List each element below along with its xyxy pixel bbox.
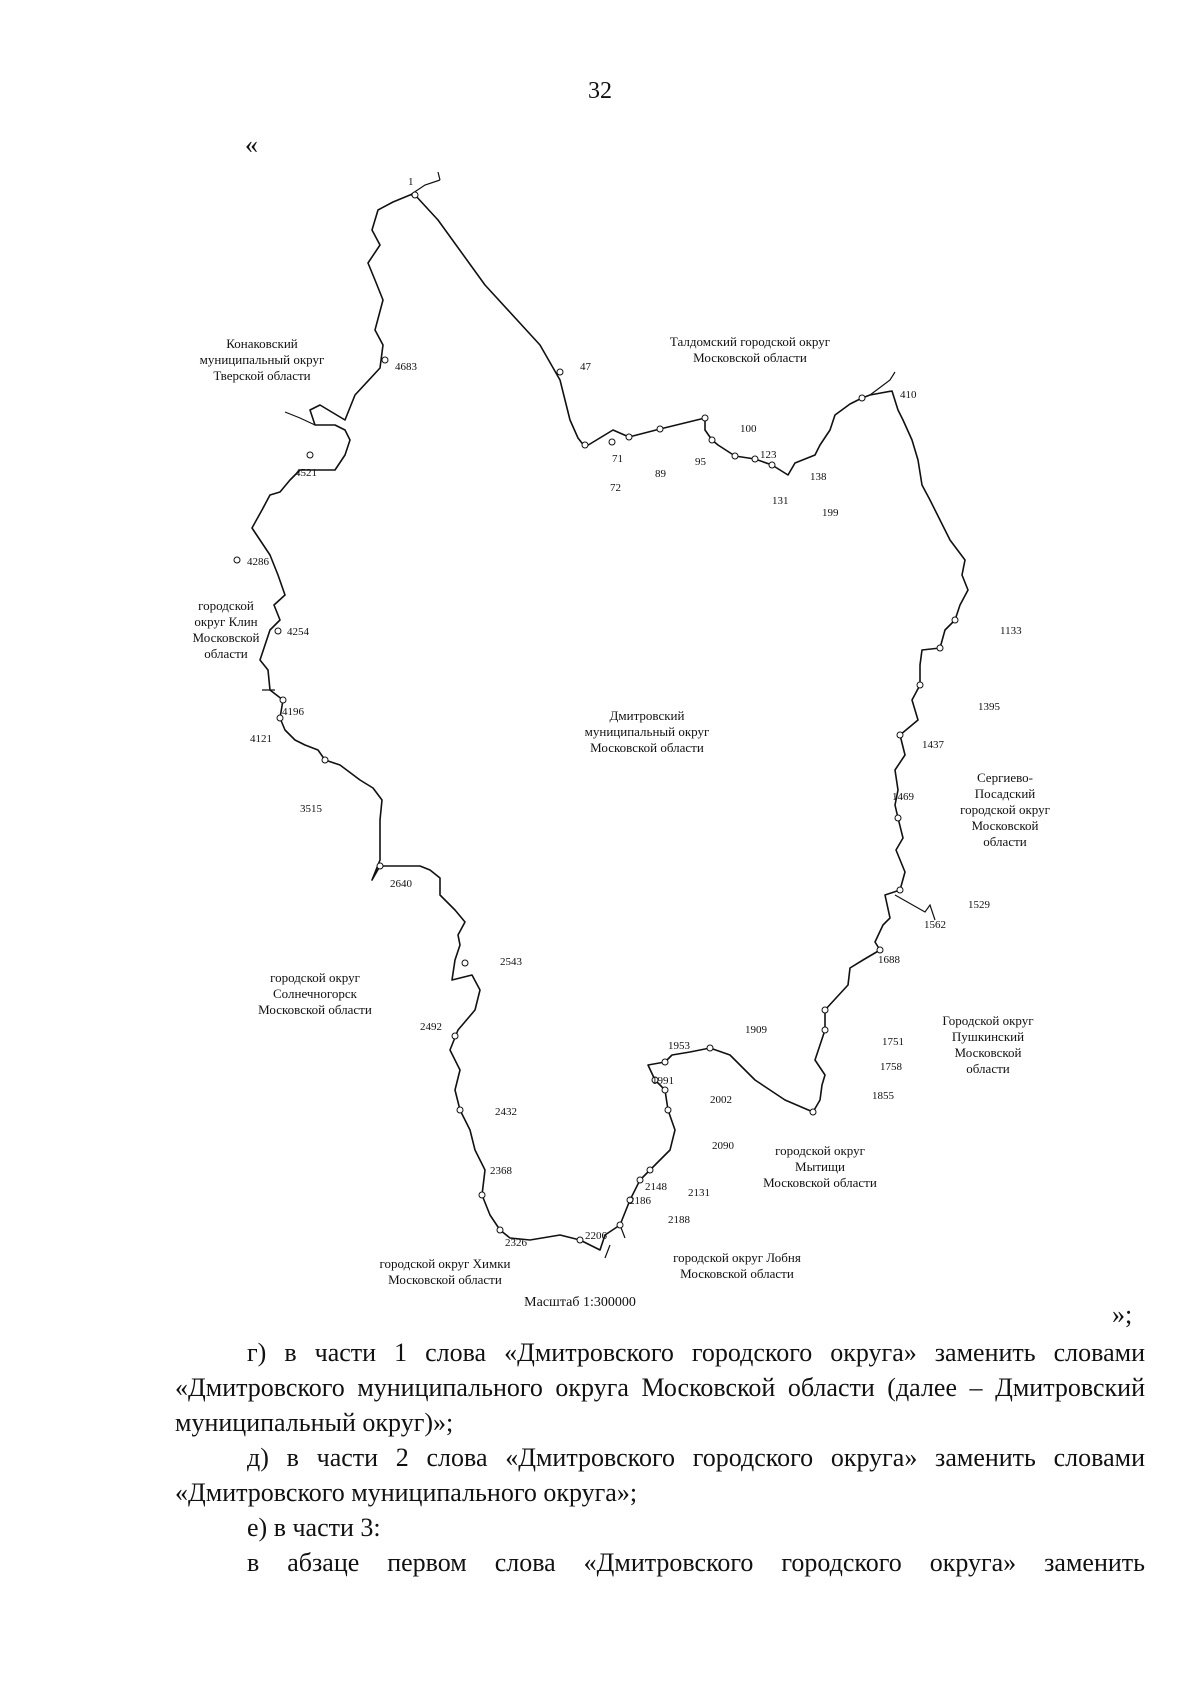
point-label: 47 bbox=[580, 361, 591, 373]
region-dmitrovsky: Дмитровский муниципальный округ Московской области bbox=[584, 708, 710, 755]
point-label: 1395 bbox=[978, 701, 1000, 713]
point-label: 1909 bbox=[745, 1024, 767, 1036]
point-label: 2432 bbox=[495, 1106, 517, 1118]
point-label: 89 bbox=[655, 468, 666, 480]
external-boundary-lines bbox=[262, 172, 935, 1258]
point-label: 1688 bbox=[878, 954, 900, 966]
point-label: 4254 bbox=[287, 626, 309, 638]
page-number: 32 bbox=[588, 78, 612, 104]
point-label: 1469 bbox=[892, 791, 914, 803]
closing-quote: »; bbox=[1112, 1300, 1133, 1329]
point-label: 1562 bbox=[924, 919, 946, 931]
region-konakovsky: Конаковский муниципальный округ Тверской области bbox=[199, 336, 325, 383]
point-label: 2492 bbox=[420, 1021, 442, 1033]
point-label: 199 bbox=[822, 507, 839, 519]
point-label: 2002 bbox=[710, 1094, 732, 1106]
point-label: 4121 bbox=[250, 733, 272, 745]
paragraph-d: д) в части 2 слова «Дмитровского городского округа» заменить словами «Дмитровского муниципального округа»; bbox=[175, 1443, 1145, 1507]
point-label: 1953 bbox=[668, 1040, 690, 1052]
region-klin: городской округ Клин Московской области bbox=[192, 598, 260, 661]
point-label: 4286 bbox=[247, 556, 269, 568]
point-label: 410 bbox=[900, 389, 917, 401]
point-label: 71 bbox=[612, 453, 623, 465]
point-label: 1133 bbox=[1000, 625, 1022, 637]
region-taldomsky: Талдомский городской округ Московской области bbox=[669, 334, 831, 365]
point-label: 1437 bbox=[922, 739, 944, 751]
point-label: 1991 bbox=[652, 1075, 674, 1087]
point-label: 1855 bbox=[872, 1090, 894, 1102]
paragraph-abzac: в абзаце первом слова «Дмитровского городского округа» заменить bbox=[247, 1548, 1145, 1577]
boundary-points bbox=[234, 192, 958, 1243]
region-sergiev-posad: Сергиево-Посадский городской округ Московской области bbox=[960, 770, 1050, 849]
point-label: 123 bbox=[760, 449, 777, 461]
point-label: 1758 bbox=[880, 1061, 902, 1073]
point-label: 95 bbox=[695, 456, 706, 468]
region-solnechnogorsk: городской округ Солнечногорск Московской области bbox=[258, 970, 372, 1017]
point-label: 2543 bbox=[500, 956, 522, 968]
point-label: 2131 bbox=[688, 1187, 710, 1199]
map-scale: Масштаб 1:300000 bbox=[524, 1295, 636, 1310]
point-label: 2148 bbox=[645, 1181, 667, 1193]
body-text bbox=[175, 1335, 1145, 1580]
region-khimki: городской округ Химки Московской области bbox=[379, 1256, 511, 1287]
opening-quote: « bbox=[245, 130, 258, 159]
region-pushkinsky: Городской округ Пушкинский Московской области bbox=[942, 1013, 1034, 1076]
point-label: 2090 bbox=[712, 1140, 734, 1152]
point-label: 2640 bbox=[390, 878, 412, 890]
region-lobnya: городской округ Лобня Московской области bbox=[673, 1250, 801, 1281]
point-label: 4196 bbox=[282, 706, 304, 718]
boundary-map bbox=[180, 160, 1080, 1320]
point-label: 4521 bbox=[295, 467, 317, 479]
point-label: 3515 bbox=[300, 803, 322, 815]
point-label: 72 bbox=[610, 482, 621, 494]
point-label: 2188 bbox=[668, 1214, 690, 1226]
point-label: 2326 bbox=[505, 1237, 527, 1249]
point-label: 131 bbox=[772, 495, 789, 507]
paragraph-e: е) в части 3: bbox=[247, 1513, 381, 1542]
point-label: 138 bbox=[810, 471, 827, 483]
point-label: 2368 bbox=[490, 1165, 512, 1177]
point-label: 4683 bbox=[395, 361, 417, 373]
region-mytishchi: городской округ Мытищи Московской области bbox=[763, 1143, 877, 1190]
point-label: 2186 bbox=[629, 1195, 651, 1207]
paragraph-g: г) в части 1 слова «Дмитровского городского округа» заменить словами «Дмитровского муниципального округа Московской области (далее – Дмитровский муниципальный округ)»; bbox=[175, 1338, 1145, 1437]
point-label: 1529 bbox=[968, 899, 990, 911]
point-label: 1751 bbox=[882, 1036, 904, 1048]
point-label: 1 bbox=[408, 176, 414, 188]
point-label: 100 bbox=[740, 423, 757, 435]
point-label: 2206 bbox=[585, 1230, 607, 1242]
